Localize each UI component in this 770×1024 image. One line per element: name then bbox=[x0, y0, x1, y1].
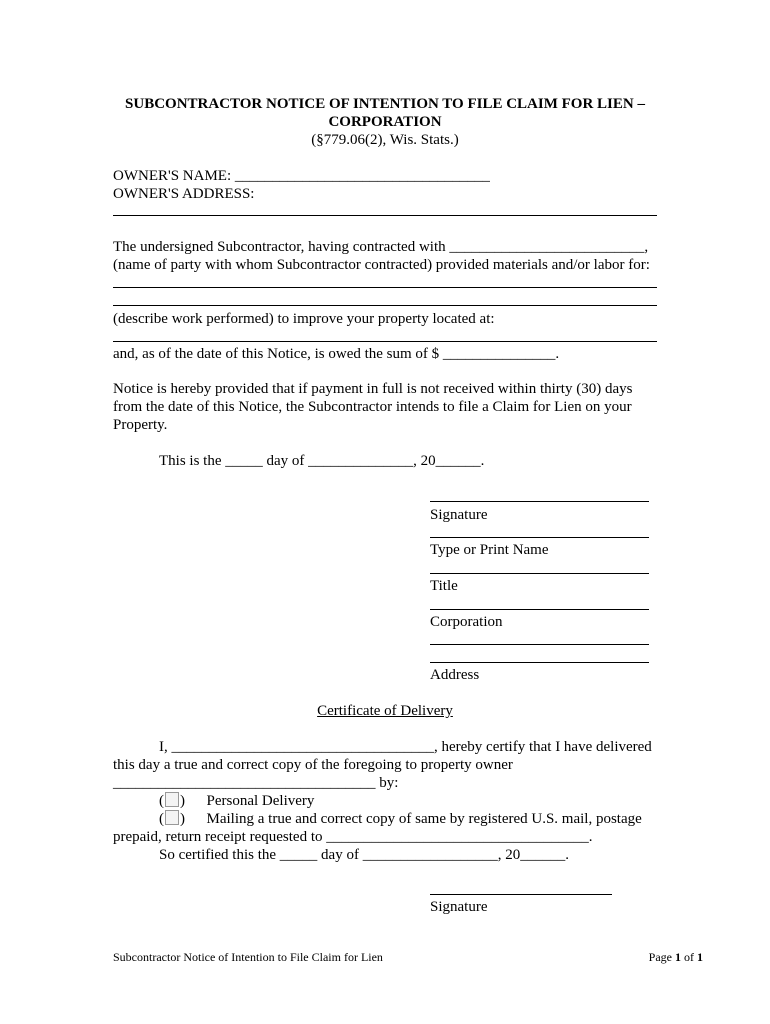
title-line[interactable] bbox=[430, 573, 649, 574]
certificate-heading: Certificate of Delivery bbox=[317, 703, 453, 719]
paren-open: ( bbox=[159, 811, 164, 827]
personal-delivery-checkbox[interactable] bbox=[165, 792, 179, 807]
property-location-line[interactable] bbox=[113, 341, 657, 342]
address-line-1[interactable] bbox=[430, 644, 649, 645]
signature-line[interactable] bbox=[430, 501, 649, 502]
mail-delivery-checkbox[interactable] bbox=[165, 810, 179, 825]
notice-paragraph-line2: from the date of this Notice, the Subcontractor intends to file a Claim for Lien on your bbox=[113, 399, 632, 415]
page-prefix: Page bbox=[648, 950, 675, 964]
title-label: Title bbox=[430, 578, 458, 594]
address-line-2[interactable] bbox=[430, 662, 649, 663]
owner-address-label: OWNER'S ADDRESS: bbox=[113, 186, 255, 202]
document-title-line1: SUBCONTRACTOR NOTICE OF INTENTION TO FILE CLAIM FOR LIEN – bbox=[125, 96, 645, 112]
work-line-1[interactable] bbox=[113, 287, 657, 288]
address-label: Address bbox=[430, 667, 480, 683]
corporation-line[interactable] bbox=[430, 609, 649, 610]
statute-citation: (§779.06(2), Wis. Stats.) bbox=[311, 132, 459, 148]
work-line-2[interactable] bbox=[113, 305, 657, 306]
describe-work-line: (describe work performed) to improve your property located at: bbox=[113, 311, 495, 327]
total-pages: 1 bbox=[697, 950, 703, 964]
paren-open: ( bbox=[159, 793, 164, 809]
paren-close: ) bbox=[180, 793, 185, 809]
mail-delivery-label: Mailing a true and correct copy of same by registered U.S. mail, postage bbox=[206, 811, 642, 827]
mail-delivery-option bbox=[159, 810, 642, 828]
signature-label: Signature bbox=[430, 507, 488, 523]
copy-line: this day a true and correct copy of the foregoing to property owner bbox=[113, 757, 513, 773]
date-line: This is the _____ day of ______________, 20______. bbox=[159, 453, 485, 469]
owner-name-field[interactable]: OWNER'S NAME: __________________________________ bbox=[113, 168, 490, 184]
party-description-line: (name of party with whom Subcontractor contracted) provided materials and/or labor for: bbox=[113, 257, 650, 273]
current-page: 1 bbox=[675, 950, 681, 964]
personal-delivery-label: Personal Delivery bbox=[206, 793, 315, 809]
contracted-with-line: The undersigned Subcontractor, having contracted with __________________________, bbox=[113, 239, 649, 255]
notice-paragraph-line1: Notice is hereby provided that if payment in full is not received within thirty (30) days bbox=[113, 381, 633, 397]
certificate-signature-line[interactable] bbox=[430, 894, 612, 895]
certificate-signature-label: Signature bbox=[430, 899, 488, 915]
certified-date-line: So certified this the _____ day of __________________, 20______. bbox=[159, 847, 569, 863]
certify-line: I, ___________________________________, hereby certify that I have delivered bbox=[159, 739, 652, 755]
property-owner-by-line: ___________________________________ by: bbox=[113, 775, 399, 791]
print-name-label: Type or Print Name bbox=[430, 542, 549, 558]
footer-title: Subcontractor Notice of Intention to File Claim for Lien bbox=[113, 950, 383, 964]
owner-address-line[interactable] bbox=[113, 215, 657, 216]
corporation-label: Corporation bbox=[430, 614, 503, 630]
print-name-line[interactable] bbox=[430, 537, 649, 538]
paren-close: ) bbox=[180, 811, 185, 827]
page-of: of bbox=[681, 950, 697, 964]
amount-owed-line: and, as of the date of this Notice, is owed the sum of $ _______________. bbox=[113, 346, 560, 362]
document-title-line2: CORPORATION bbox=[328, 114, 442, 130]
return-receipt-line: prepaid, return receipt requested to ___________________________________. bbox=[113, 829, 593, 845]
notice-paragraph-line3: Property. bbox=[113, 417, 168, 433]
personal-delivery-option bbox=[159, 792, 314, 810]
page-number bbox=[649, 950, 703, 964]
